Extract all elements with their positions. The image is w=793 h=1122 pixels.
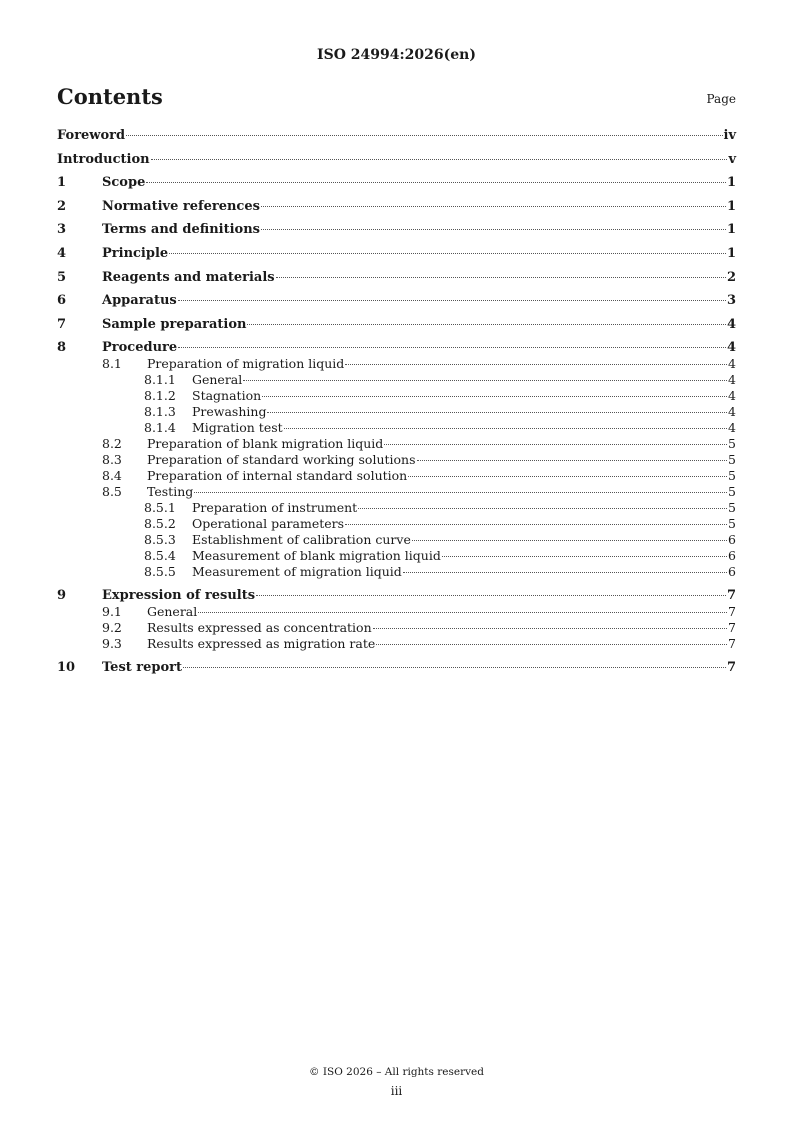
toc-entry-title[interactable]: Preparation of standard working solutions [147,452,416,468]
toc-entry-title[interactable]: General [147,603,198,619]
contents-title: Contents [57,84,163,109]
toc-entry-page: 6 [728,532,736,548]
toc-entry-page: 1 [726,198,736,214]
copyright-notice: © ISO 2026 – All rights reserved [309,1066,484,1078]
toc-entry-number: 8.5 [102,484,122,500]
toc-entry[interactable] [57,484,736,500]
toc-entry-number: 4 [57,245,67,261]
toc-entry-page: 4 [726,340,736,356]
toc-entry-number: 8.1 [102,356,122,372]
toc-entry-number: 9.3 [102,635,122,651]
dot-leader [178,300,726,301]
toc-entry[interactable] [57,128,736,144]
toc-entry[interactable] [57,356,736,372]
dot-leader [403,572,727,573]
toc-entry-number: 8.1.1 [144,372,176,388]
toc-entry-page: 6 [728,564,736,580]
toc-entry[interactable] [57,532,736,548]
dot-leader [183,667,726,668]
toc-entry-number: 9 [57,587,67,603]
toc-entry-number: 10 [57,659,76,675]
toc-entry-title[interactable]: Test report [102,659,183,675]
toc-entry-title[interactable]: Expression of results [102,587,256,603]
toc-entry-title[interactable]: Preparation of internal standard solution [147,468,408,484]
dot-leader [169,253,726,254]
toc-entry-number: 8.1.4 [144,420,176,436]
toc-entry-number: 3 [57,222,67,238]
toc-entry-title[interactable]: Measurement of migration liquid [192,564,402,580]
toc-entry-title[interactable]: Preparation of migration liquid [147,356,345,372]
toc-entry[interactable] [57,604,736,620]
toc-entry-title[interactable]: Stagnation [192,388,262,404]
toc-entry-page: 4 [726,316,736,332]
toc-entry-page: v [728,151,736,167]
toc-entry-page: iv [723,128,736,143]
toc-entry-number: 8.3 [102,452,122,468]
toc-entry-title[interactable]: Foreword [57,128,126,143]
toc-entry[interactable] [57,420,736,436]
dot-leader [126,135,722,136]
toc-entry-number: 5 [57,269,67,285]
toc-entry[interactable] [57,468,736,484]
toc-entry[interactable] [57,372,736,388]
toc-entry[interactable] [57,404,736,420]
toc-entry[interactable] [57,222,736,238]
dot-leader [417,460,728,461]
toc-entry-title[interactable]: Results expressed as concentration [147,619,372,635]
dot-leader [194,492,727,493]
toc-entry-page: 4 [728,420,736,436]
page-number: iii [390,1084,403,1098]
dot-leader [373,628,727,629]
toc-entry[interactable] [57,564,736,580]
toc-entry-number: 8.2 [102,436,122,452]
toc-entry-page: 4 [728,404,736,420]
toc-entry[interactable] [57,588,736,604]
dot-leader [345,364,727,365]
dot-leader [198,612,727,613]
toc-entry[interactable] [57,620,736,636]
toc-entry-number: 9.2 [102,619,122,635]
dot-leader [384,444,727,445]
dot-leader [256,595,726,596]
table-of-contents [57,128,736,676]
toc-entry-page: 5 [728,484,736,500]
toc-entry-title[interactable]: General [192,372,243,388]
toc-entry-title[interactable]: Testing [147,484,194,500]
toc-entry-page: 5 [728,452,736,468]
toc-entry-page: 5 [728,500,736,516]
toc-entry-page: 5 [728,516,736,532]
toc-entry[interactable] [57,152,736,168]
toc-entry-title[interactable]: Terms and definitions [102,222,260,238]
toc-entry-number: 8.5.1 [144,500,176,516]
dot-leader [376,644,727,645]
toc-entry[interactable] [57,270,736,286]
dot-leader [178,347,726,348]
dot-leader [146,182,726,183]
toc-entry[interactable] [57,293,736,309]
toc-entry-page: 2 [726,269,736,285]
toc-entry-number: 8.5.4 [144,548,176,564]
toc-entry-title[interactable]: Principle [102,245,169,261]
toc-entry-page: 1 [726,222,736,238]
toc-entry-page: 4 [728,388,736,404]
dot-leader [243,380,727,381]
toc-entry-title[interactable]: Scope [102,175,146,191]
toc-entry-title[interactable]: Sample preparation [102,316,247,332]
toc-entry-title[interactable]: Introduction [57,151,150,167]
dot-leader [247,324,725,325]
toc-entry-title[interactable]: Migration test [192,420,283,436]
dot-leader [408,476,727,477]
toc-entry-title[interactable]: Apparatus [102,293,177,309]
toc-entry-number: 8 [57,340,67,356]
dot-leader [261,229,726,230]
toc-entry-number: 2 [57,198,67,214]
toc-entry-title[interactable]: Establishment of calibration curve [192,532,411,548]
toc-entry-number: 1 [57,175,67,191]
dot-leader [345,524,727,525]
toc-entry-number: 8.5.5 [144,564,176,580]
toc-entry-title[interactable]: Reagents and materials [102,269,275,285]
toc-entry[interactable] [57,500,736,516]
toc-entry-page: 6 [728,548,736,564]
toc-entry-page: 5 [728,468,736,484]
toc-entry[interactable] [57,548,736,564]
toc-entry-number: 8.1.3 [144,404,176,420]
toc-entry-number: 8.4 [102,468,122,484]
toc-entry[interactable] [57,452,736,468]
toc-entry-title[interactable]: Preparation of blank migration liquid [147,436,384,452]
document-header: ISO 24994:2026(en) [317,47,476,63]
toc-entry[interactable] [57,436,736,452]
toc-entry[interactable] [57,317,736,333]
dot-leader [284,428,727,429]
toc-entry-number: 8.1.2 [144,388,176,404]
toc-entry-number: 6 [57,293,67,309]
toc-entry[interactable] [57,246,736,262]
toc-entry[interactable] [57,340,736,356]
toc-entry-title[interactable]: Procedure [102,340,178,356]
toc-entry[interactable] [57,199,736,215]
toc-entry-number: 7 [57,316,67,332]
dot-leader [267,412,727,413]
toc-entry[interactable] [57,660,736,676]
dot-leader [412,540,727,541]
toc-entry-page: 1 [726,245,736,261]
toc-entry-page: 4 [728,356,736,372]
toc-entry[interactable] [57,636,736,652]
toc-entry-page: 3 [726,293,736,309]
toc-entry[interactable] [57,388,736,404]
toc-entry[interactable] [57,175,736,191]
toc-entry-page: 5 [728,436,736,452]
toc-entry-page: 7 [728,603,736,619]
dot-leader [442,556,727,557]
dot-leader [151,159,728,160]
toc-entry-page: 7 [728,619,736,635]
toc-entry-page: 7 [728,635,736,651]
toc-entry-number: 8.5.3 [144,532,176,548]
toc-entry-number: 9.1 [102,603,122,619]
toc-entry[interactable] [57,516,736,532]
dot-leader [261,206,726,207]
toc-entry-title[interactable]: Prewashing [192,404,267,420]
dot-leader [262,396,727,397]
toc-entry-number: 8.5.2 [144,516,176,532]
toc-entry-page: 7 [726,659,736,675]
dot-leader [276,277,726,278]
toc-entry-page: 1 [726,175,736,191]
toc-entry-title[interactable]: Preparation of instrument [192,500,358,516]
dot-leader [358,508,727,509]
toc-entry-title[interactable]: Operational parameters [192,516,345,532]
toc-entry-page: 4 [728,372,736,388]
toc-entry-page: 7 [726,587,736,603]
toc-entry-title[interactable]: Results expressed as migration rate [147,635,376,651]
toc-entry-title[interactable]: Measurement of blank migration liquid [192,548,441,564]
toc-entry-title[interactable]: Normative references [102,198,260,214]
page-column-label: Page [706,92,736,106]
